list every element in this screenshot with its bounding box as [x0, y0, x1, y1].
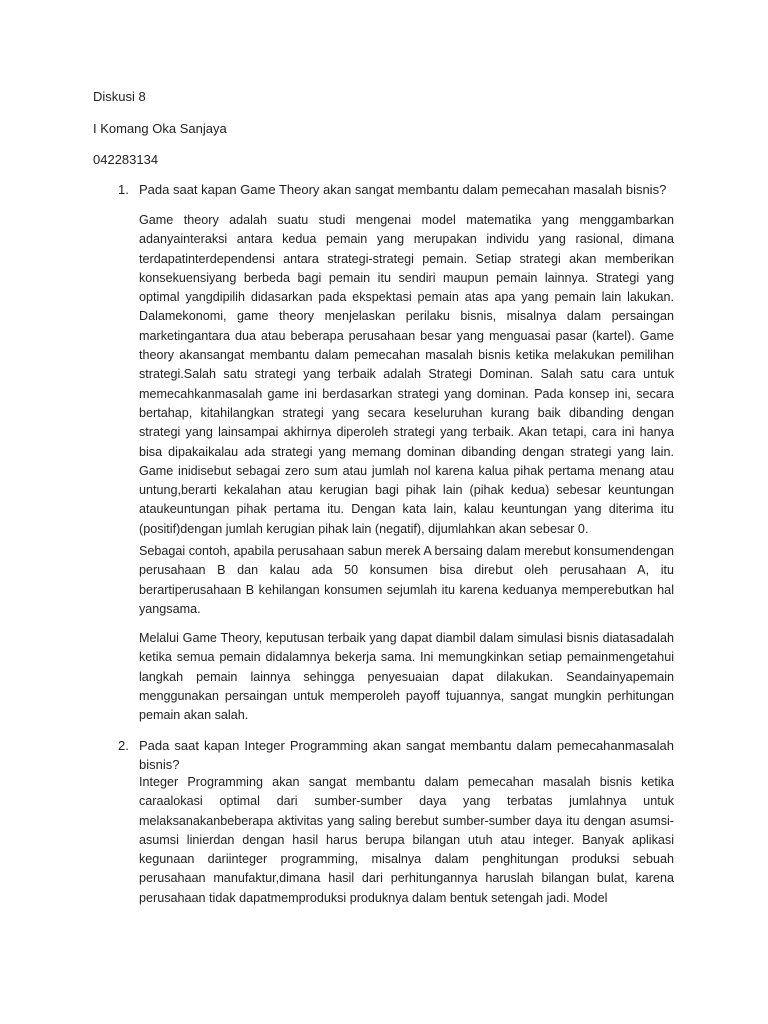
question-1-text: Pada saat kapan Game Theory akan sangat membantu dalam pemecahan masalah bisnis?	[139, 182, 667, 197]
document-title: Diskusi 8	[93, 89, 146, 104]
question-1-answer-paragraph-3: Melalui Game Theory, keputusan terbaik yang dapat diambil dalam simulasi bisnis diatasadalah ketika semua pemain didalamnya bekerja sama. Ini memungkinkan setiap pemainmengetahui langkah pemain lainnya sehingga penyesuaian dapat dilakukan. Seandainyapemain menggunakan persaingan untuk memperoleh payoff tujuannya, sangat mungkin perhitungan pemain akan salah.	[139, 631, 674, 723]
question-2-answer-paragraph-1: Integer Programming akan sangat membantu dalam pemecahan masalah bisnis ketika caraalokasi optimal dari sumber-sumber daya yang terbatas jumlahnya untuk melaksanakanbeberapa aktivitas yang saling berebut sumber-sumber daya itu dengan asumsi-asumsi linierdan dengan hasil harus berupa bilangan utuh atau integer. Banyak aplikasi kegunaan dariinteger programming, misalnya dalam penghitungan produksi sebuah perusahaan manufaktur,dimana hasil dari perhitungannya haruslah bilangan bulat, karena perusahaan tidak dapatmemproduksi produknya dalam bentuk setengah jadi. Model	[139, 775, 674, 905]
author-name: I Komang Oka Sanjaya	[93, 121, 227, 136]
question-2-number: 2.	[118, 738, 129, 753]
question-1-answer-paragraph-1: Game theory adalah suatu studi mengenai model matematika yang menggambarkan adanyainteraksi antara kedua pemain yang merupakan individu yang rasional, dimana terdapatinterdependensi antara strategi-strategi pemain. Setiap strategi akan memberikan konsekuensiyang berbeda bagi pemain itu sendiri maupun pemain lainnya. Strategi yang optimal yangdipilih didasarkan pada ekspektasi pemain atas apa yang pemain lain lakukan. Dalamekonomi, game theory menjelaskan perilaku bisnis, misalnya dalam persaingan marketingantara dua atau beberapa perusahaan besar yang menguasai pasar (kartel). Game theory akansangat membantu dalam pemecahan masalah bisnis ketika melakukan pemilihan strategi.Salah satu strategi yang terbaik adalah Strategi Dominan. Salah satu cara untuk memecahkanmasalah game ini berdasarkan strategi yang dominan. Pada konsep ini, secara bertahap, kitahilangkan strategi yang secara keseluruhan kurang baik dibanding dengan strategi yang lainsampai akhirnya diperoleh strategi yang terbaik. Akan tetapi, cara ini hanya bisa dipakaikalau ada strategi yang memang dominan dibanding dengan strategi yang lain. Game inidisebut sebagai zero sum atau jumlah nol karena kalua pihak pertama menang atau untung,berarti kekalahan atau kerugian bagi pihak lain (pihak kedua) sebesar keuntungan ataukeuntungan pihak pertama itu. Dengan kata lain, kalau keuntungan yang diterima itu (positif)dengan jumlah kerugian pihak lain (negatif), dijumlahkan akan sebesar 0.	[139, 213, 674, 536]
student-id: 042283134	[93, 152, 159, 167]
question-2-text: Pada saat kapan Integer Programming akan sangat membantu dalam pemecahanmasalah bisnis?	[139, 738, 674, 772]
question-1-answer-paragraph-2: Sebagai contoh, apabila perusahaan sabun merek A bersaing dalam merebut konsumendengan perusahaan B dan kalau ada 50 konsumen bisa direbut oleh perusahaan A, itu berartiperusahaan B kehilangan konsumen sejumlah itu karena keduanya memperebutkan hal yangsama.	[139, 544, 674, 616]
question-1-number: 1.	[118, 182, 129, 197]
